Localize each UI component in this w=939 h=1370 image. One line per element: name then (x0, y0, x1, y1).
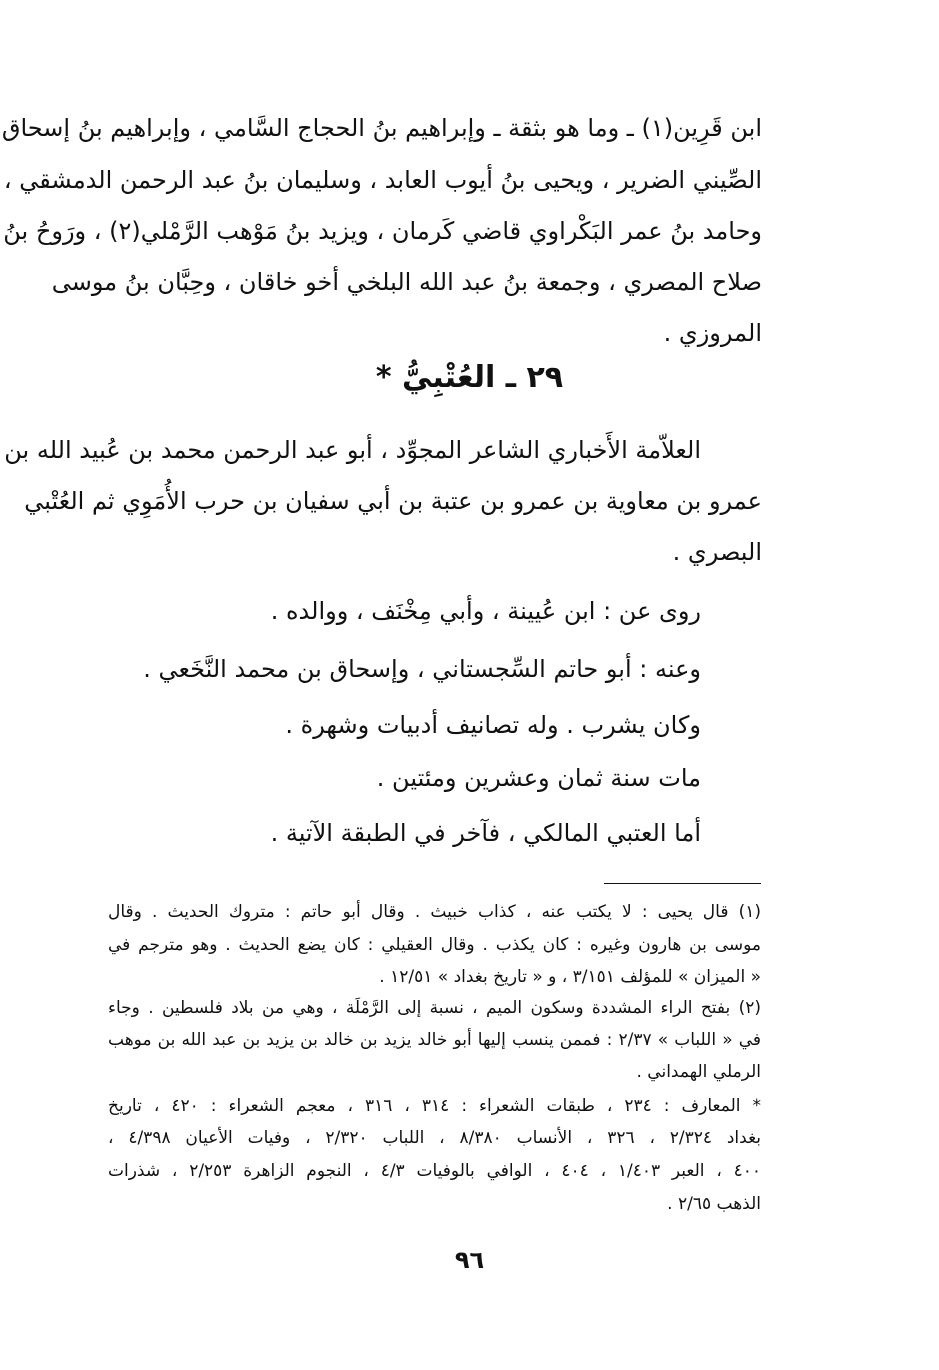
footnote-line: (٢) بفتح الراء المشددة وسكون الميم ، نسبة إلى الرَّمْلَة ، وهي من بلاد فلسطين . وجاء (108, 998, 761, 1018)
text-line: ابن قَرِين(١) ـ وما هو بثقة ـ وإبراهيم بنُ الحجاج السَّامي ، وإبراهيم بنُ إسحاق (1, 114, 762, 142)
footnote-line: (١) قال يحيى : لا يكتب عنه ، كذاب خبيث . وقال أبو حاتم : متروك الحديث . وقال (108, 902, 761, 922)
narration-line: وكان يشرب . وله تصانيف أدبيات وشهرة . (285, 711, 701, 739)
footnote-line: في « اللباب » ٢/٣٧ : فممن ينسب إليها أبو خالد يزيد بن خالد بن يزيد بن عبد الله بن موهب (108, 1030, 762, 1050)
footnote-line: بغداد ٢/٣٢٤ ، ٣٢٦ ، الأنساب ٨/٣٨٠ ، اللباب ٢/٣٢٠ ، وفيات الأعيان ٤/٣٩٨ ، (108, 1128, 762, 1148)
footnote-line: الرملي الهمداني . (636, 1062, 761, 1082)
narration-line: مات سنة ثمان وعشرين ومئتين . (376, 764, 701, 792)
footnote-line: * المعارف : ٢٣٤ ، طبقات الشعراء : ٣١٤ ، ٣١٦ ، معجم الشعراء : ٤٢٠ ، تاريخ (108, 1096, 761, 1116)
page-number: ٩٦ (454, 1246, 485, 1274)
text-line: المروزي . (663, 319, 762, 347)
text-line: العلاّمة الأَخباري الشاعر المجوِّد ، أبو عبد الرحمن محمد بن عُبيد الله بن (4, 436, 701, 464)
narration-line: وعنه : أبو حاتم السِّجستاني ، وإسحاق بن محمد النَّخَعي . (143, 655, 701, 683)
footnote-line: ٤٠٠ ، العبر ١/٤٠٣ ، ٤٠٤ ، الوافي بالوفيات ٤/٣ ، النجوم الزاهرة ٢/٢٥٣ ، شذرات (108, 1161, 762, 1181)
text-line: وحامد بنُ عمر البَكْراوي قاضي كَرمان ، ويزيد بنُ مَوْهب الرَّمْلي(٢) ، ورَوحُ بنُ (3, 217, 762, 245)
footnote-line: موسى بن هارون وغيره : كان يكذب . وقال العقيلي : كان يضع الحديث . وهو مترجم في (108, 935, 761, 955)
footnote-line: الذهب ٢/٦٥ . (667, 1194, 761, 1214)
text-line: عمرو بن معاوية بن عمرو بن عتبة بن أبي سفيان بن حرب الأُمَوِي ثم العُتْبي (24, 487, 762, 515)
narration-line: روى عن : ابن عُيينة ، وأبي مِخْنَف ، ووالده . (270, 597, 701, 625)
text-line: البصري . (672, 538, 762, 566)
footnote-line: « الميزان » للمؤلف ٣/١٥١ ، و « تاريخ بغداد » ١٢/٥١ . (379, 967, 761, 987)
section-heading: ٢٩ ـ العُتْبِيُّ * (375, 360, 564, 395)
text-line: الصِّيني الضرير ، ويحيى بنُ أيوب العابد ، وسليمان بنُ عبد الرحمن الدمشقي ، (3, 166, 762, 194)
text-line: صلاح المصري ، وجمعة بنُ عبد الله البلخي أخو خاقان ، وحِبَّان بنُ موسى (51, 268, 762, 296)
footnote-divider (604, 883, 761, 884)
narration-line: أما العتبي المالكي ، فآخر في الطبقة الآتية . (270, 819, 701, 847)
